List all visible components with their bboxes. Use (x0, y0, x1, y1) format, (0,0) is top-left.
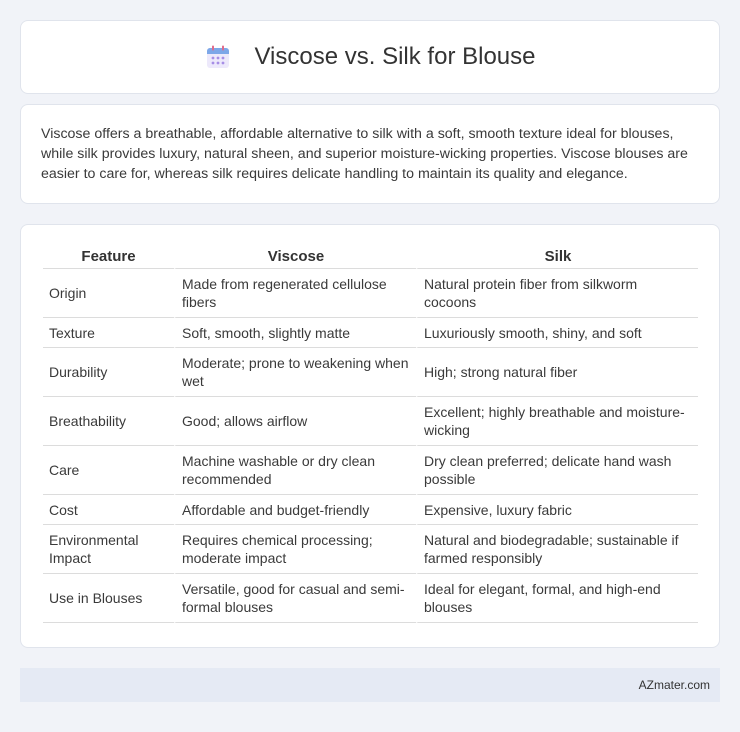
column-header-silk: Silk (416, 243, 698, 269)
silk-cell: High; strong natural fiber (416, 348, 698, 397)
silk-cell: Luxuriously smooth, shiny, and soft (416, 318, 698, 348)
viscose-cell: Requires chemical processing; moderate impact (174, 525, 416, 574)
calendar-icon (204, 43, 232, 71)
table-row (43, 397, 698, 446)
viscose-cell: Affordable and budget-friendly (174, 495, 416, 525)
viscose-cell: Versatile, good for casual and semi-formal blouses (174, 574, 416, 623)
summary-text: Viscose offers a breathable, affordable alternative to silk with a soft, smooth texture ideal for blouses, while silk provides luxury, natural sheen, and superior moisture-wicking properties. Viscose blouses are easier to care for, whereas silk requires delicate handling to maintain its quality and elegance. (41, 126, 688, 182)
table-row (43, 269, 698, 318)
footer (20, 668, 720, 702)
comparison-card (20, 224, 720, 648)
silk-cell: Natural and biodegradable; sustainable if farmed responsibly (416, 525, 698, 574)
silk-cell: Excellent; highly breathable and moisture-wicking (416, 397, 698, 446)
silk-cell: Natural protein fiber from silkworm cocoons (416, 269, 698, 318)
viscose-cell: Machine washable or dry clean recommended (174, 446, 416, 495)
silk-cell: Ideal for elegant, formal, and high-end blouses (416, 574, 698, 623)
feature-cell: Breathability (43, 397, 174, 446)
silk-cell: Dry clean preferred; delicate hand wash possible (416, 446, 698, 495)
table-row (43, 446, 698, 495)
feature-cell: Durability (43, 348, 174, 397)
feature-cell: Environmental Impact (43, 525, 174, 574)
feature-cell: Texture (43, 318, 174, 348)
feature-cell: Care (43, 446, 174, 495)
table-row (43, 574, 698, 623)
viscose-cell: Good; allows airflow (174, 397, 416, 446)
table-header-row (43, 243, 698, 269)
page-title: Viscose vs. Silk for Blouse (254, 43, 536, 70)
summary-card (20, 104, 720, 204)
viscose-cell: Made from regenerated cellulose fibers (174, 269, 416, 318)
source-credit: AZmater.com (638, 678, 710, 692)
feature-cell: Use in Blouses (43, 574, 174, 623)
feature-cell: Cost (43, 495, 174, 525)
comparison-table (43, 243, 698, 623)
viscose-cell: Soft, smooth, slightly matte (174, 318, 416, 348)
title-card (20, 20, 720, 94)
table-row (43, 525, 698, 574)
table-row (43, 348, 698, 397)
table-row (43, 495, 698, 525)
column-header-viscose: Viscose (174, 243, 416, 269)
silk-cell: Expensive, luxury fabric (416, 495, 698, 525)
table-row (43, 318, 698, 348)
viscose-cell: Moderate; prone to weakening when wet (174, 348, 416, 397)
column-header-feature: Feature (43, 243, 174, 269)
feature-cell: Origin (43, 269, 174, 318)
